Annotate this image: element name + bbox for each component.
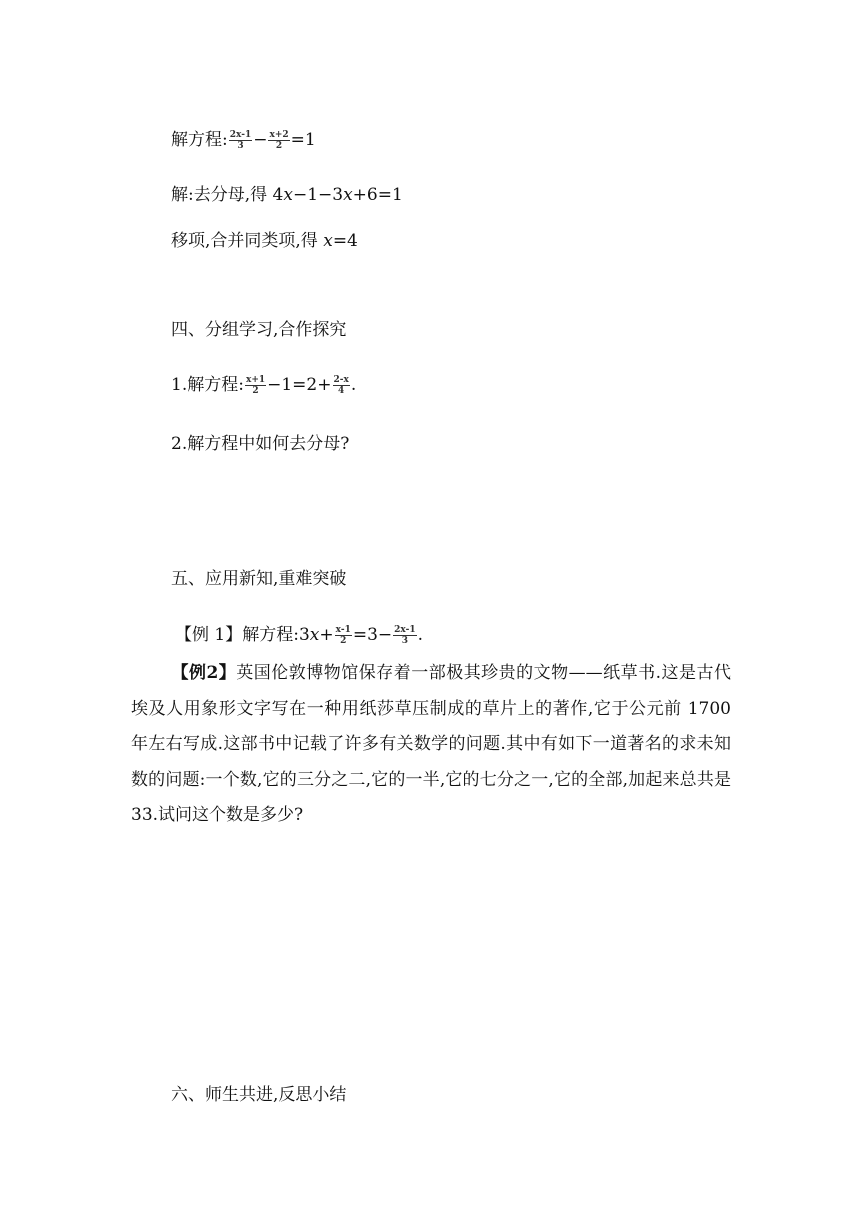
example-prefix: 解方程:3 — [242, 625, 310, 645]
fraction-numerator: 2x-1 — [229, 130, 252, 140]
question-end: . — [350, 375, 357, 395]
equation-line-1 — [171, 128, 316, 152]
example-end: . — [417, 625, 424, 645]
variable-x: x — [283, 185, 293, 205]
fraction — [393, 625, 416, 646]
variable-x: x — [343, 185, 353, 205]
solution-mid: −1−3 — [292, 185, 344, 205]
example-mid: =3− — [352, 625, 393, 645]
solution-end: +6=1 — [352, 185, 403, 205]
equation-rhs: =1 — [290, 130, 316, 150]
example-label: 【例2】 — [171, 663, 237, 683]
solution-end: =4 — [332, 231, 358, 251]
solution-text: 移项,合并同类项,得 — [171, 231, 324, 251]
equation-prompt: 解方程: — [171, 130, 228, 150]
fraction — [335, 625, 352, 646]
fraction-numerator: 2x-1 — [394, 625, 416, 635]
solution-text: 解:去分母,得 4 — [171, 185, 284, 205]
section-heading-4: 四、分组学习,合作探究 — [171, 320, 347, 340]
example-2-paragraph — [131, 656, 731, 834]
question-prefix: 1.解方程: — [171, 375, 244, 395]
fraction-denominator: 3 — [401, 636, 409, 646]
question-2: 2.解方程中如何去分母? — [171, 434, 350, 454]
fraction-denominator: 2 — [252, 386, 259, 396]
example-label: 【例 1】 — [175, 625, 243, 645]
fraction-numerator: x-1 — [335, 625, 351, 635]
fraction — [229, 130, 252, 151]
solution-step-2 — [171, 229, 358, 253]
solution-step-1 — [171, 183, 403, 207]
fraction — [333, 375, 350, 396]
section-heading-6: 六、师生共进,反思小结 — [171, 1085, 347, 1105]
question-1 — [171, 373, 356, 397]
section-heading-5: 五、应用新知,重难突破 — [171, 569, 347, 589]
minus-sign: − — [253, 130, 268, 150]
fraction — [268, 130, 289, 151]
fraction-numerator: 2-x — [333, 375, 349, 385]
variable-x: x — [309, 625, 320, 645]
fraction-denominator: 2 — [275, 141, 283, 151]
fraction — [245, 375, 266, 396]
fraction-numerator: x+2 — [269, 130, 289, 140]
fraction-denominator: 2 — [340, 636, 347, 646]
fraction-denominator: 3 — [237, 141, 244, 151]
fraction-numerator: x+1 — [245, 375, 266, 385]
plus-sign: + — [319, 625, 334, 645]
example-1 — [175, 623, 423, 647]
fraction-denominator: 4 — [338, 386, 345, 396]
example-text: 英国伦敦博物馆保存着一部极其珍贵的文物——纸草书.这是古代埃及人用象形文字写在一种用纸莎草压制成的草片上的著作,它于公元前 1700 年左右写成.这部书中记载了许多有关数学的问题.其中有如下一道著名的求未知数的问题:一个数,它的三分之二,它的一半,它的七分之一,它的全部,加起来总共是 33.试问这个数是多少? — [131, 663, 731, 825]
variable-x: x — [323, 231, 333, 251]
question-mid: −1=2+ — [267, 375, 332, 395]
